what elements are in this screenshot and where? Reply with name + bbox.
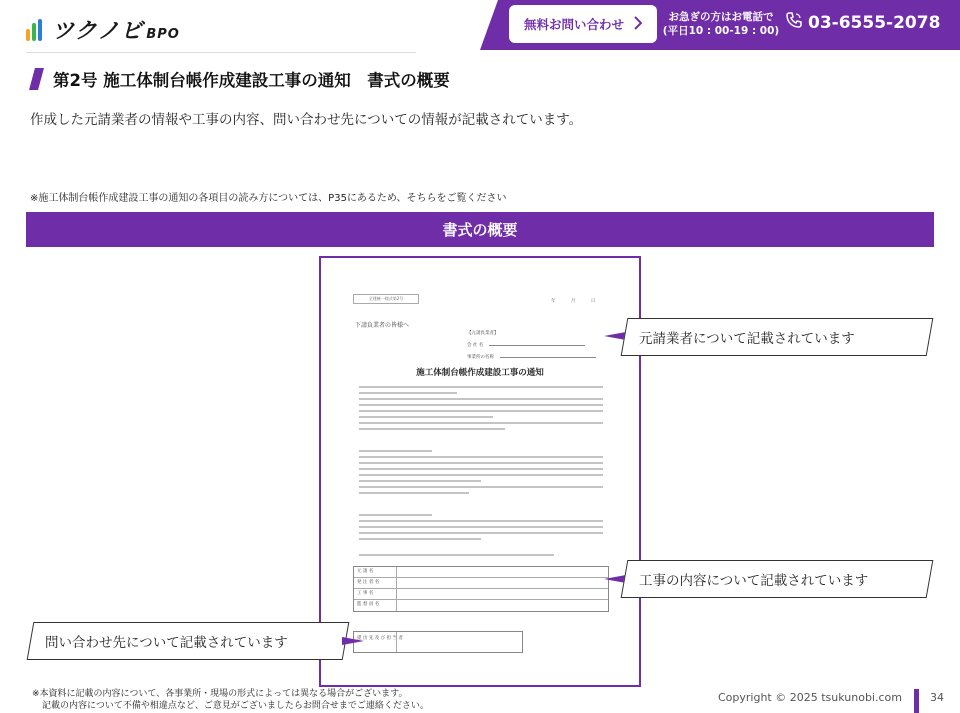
- logo-mark-icon: [26, 19, 46, 41]
- business-hours: お急ぎの方はお電話で (平日10 : 00-19 : 00): [662, 11, 780, 37]
- section-band: 書式の概要: [26, 212, 934, 247]
- form-title: 施工体制台帳作成建設工事の通知: [416, 368, 544, 378]
- callout-prime: 元請業者について記載されています: [621, 318, 934, 356]
- form-section-3: [359, 554, 603, 560]
- logo-text: ツクノビ BPO: [52, 19, 180, 44]
- form-preview: [319, 256, 641, 687]
- form-body-text: [359, 386, 603, 434]
- brand-logo[interactable]: [26, 14, 180, 45]
- page-title: 第2号 施工体制台帳作成建設工事の通知 書式の概要: [53, 71, 450, 90]
- callout-inquiry: 問い合わせ先について記載されています: [27, 622, 350, 660]
- footer-note: ※本資料に記載の内容について、各事業所・現場の形式によっては異なる場合がございます。 記載の内容について不備や相違点など、ご意見がございましたらお問合せまでご連絡ください。: [32, 689, 429, 711]
- form-addressee: 下請負業者の皆様へ: [355, 322, 410, 329]
- form-section-2: [359, 514, 603, 544]
- work-details-table: 元 請 名 発 注 者 名 工 事 名 監 督 員 名: [353, 566, 609, 612]
- prime-contractor-block: 【元請負業者】 会 社 名 事業所の名称: [467, 328, 596, 364]
- inquiry-pointer-icon: [342, 637, 364, 645]
- phone-icon: [786, 12, 802, 33]
- page-number: 34: [930, 691, 944, 704]
- page-heading: [32, 67, 450, 91]
- form-section-1: [359, 450, 603, 498]
- phone-number-link[interactable]: 03-6555-2078: [786, 12, 940, 33]
- page-description: 作成した元請業者の情報や工事の内容、問い合わせ先についての情報が記載されています。: [30, 112, 583, 128]
- copyright: Copyright © 2025 tsukunobi.com: [718, 691, 902, 704]
- chevron-right-icon: [634, 16, 642, 33]
- form-number: 全建統一様式第2号: [353, 294, 419, 304]
- heading-accent: [29, 68, 44, 90]
- callout-work: 工事の内容について記載されています: [621, 560, 934, 598]
- form-date: 年 月 日: [551, 299, 596, 304]
- header-divider: [26, 52, 416, 53]
- contact-button[interactable]: 無料お問い合わせ: [509, 5, 657, 43]
- page-number-accent: [914, 689, 919, 713]
- reference-note: ※施工体制台帳作成建設工事の通知の各項目の読み方については、P35にあるため、そちらをご覧ください: [30, 193, 507, 204]
- inquiry-table: 提 出 先 及 び 担 当 者: [353, 631, 523, 653]
